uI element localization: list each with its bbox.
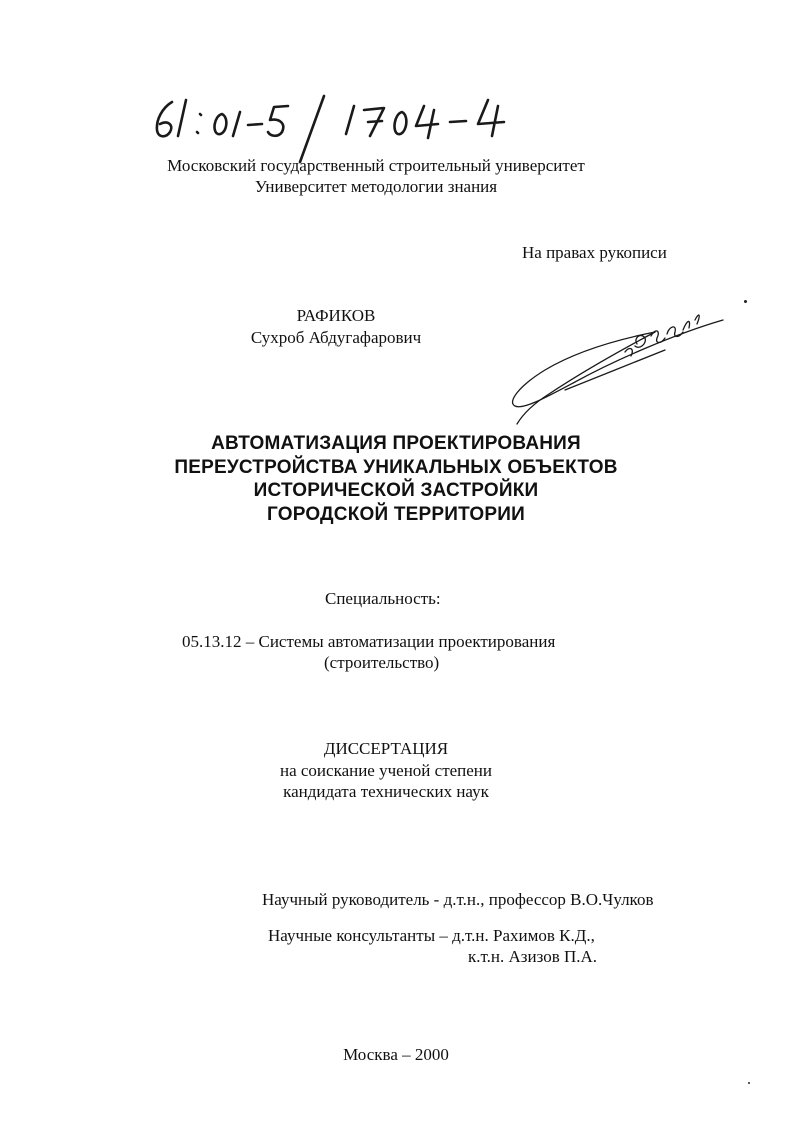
institution-line-2: Университет методологии знания (254, 177, 498, 196)
scan-speck (744, 300, 747, 303)
specialty-line-1: 05.13.12 – Системы автоматизации проектирования (182, 632, 556, 651)
dissertation-line-2: кандидата технических наук (283, 782, 489, 801)
specialty-label: Специальность: (325, 589, 441, 608)
institution-line-1: Московский государственный строительный университет (167, 156, 585, 175)
author-surname: РАФИКОВ (296, 306, 376, 325)
title-line: ИСТОРИЧЕСКОЙ ЗАСТРОЙКИ (253, 480, 539, 501)
specialty-line-2: (строительство) (324, 653, 440, 672)
scan-speck (748, 1082, 750, 1084)
author-given-names: Сухроб Абдугафарович (250, 328, 422, 347)
supervisor: Научный руководитель - д.т.н., профессор В.О.Чулков (262, 890, 654, 909)
consultants-line-2: к.т.н. Азизов П.А. (468, 947, 598, 966)
title-line: АВТОМАТИЗАЦИЯ ПРОЕКТИРОВАНИЯ (211, 433, 581, 454)
handwritten-archive-code (148, 92, 528, 164)
rights-note: На правах рукописи (522, 243, 667, 262)
consultants-line-1: Научные консультанты – д.т.н. Рахимов К.Д., (268, 926, 595, 945)
author-signature (505, 298, 735, 433)
title-line: ПЕРЕУСТРОЙСТВА УНИКАЛЬНЫХ ОБЪЕКТОВ (174, 456, 618, 478)
city-year: Москва – 2000 (343, 1045, 449, 1064)
title-line: ГОРОДСКОЙ ТЕРРИТОРИИ (267, 503, 525, 525)
dissertation-line-1: на соискание ученой степени (279, 761, 493, 780)
dissertation-title (96, 432, 696, 526)
dissertation-heading: ДИССЕРТАЦИЯ (323, 739, 449, 758)
